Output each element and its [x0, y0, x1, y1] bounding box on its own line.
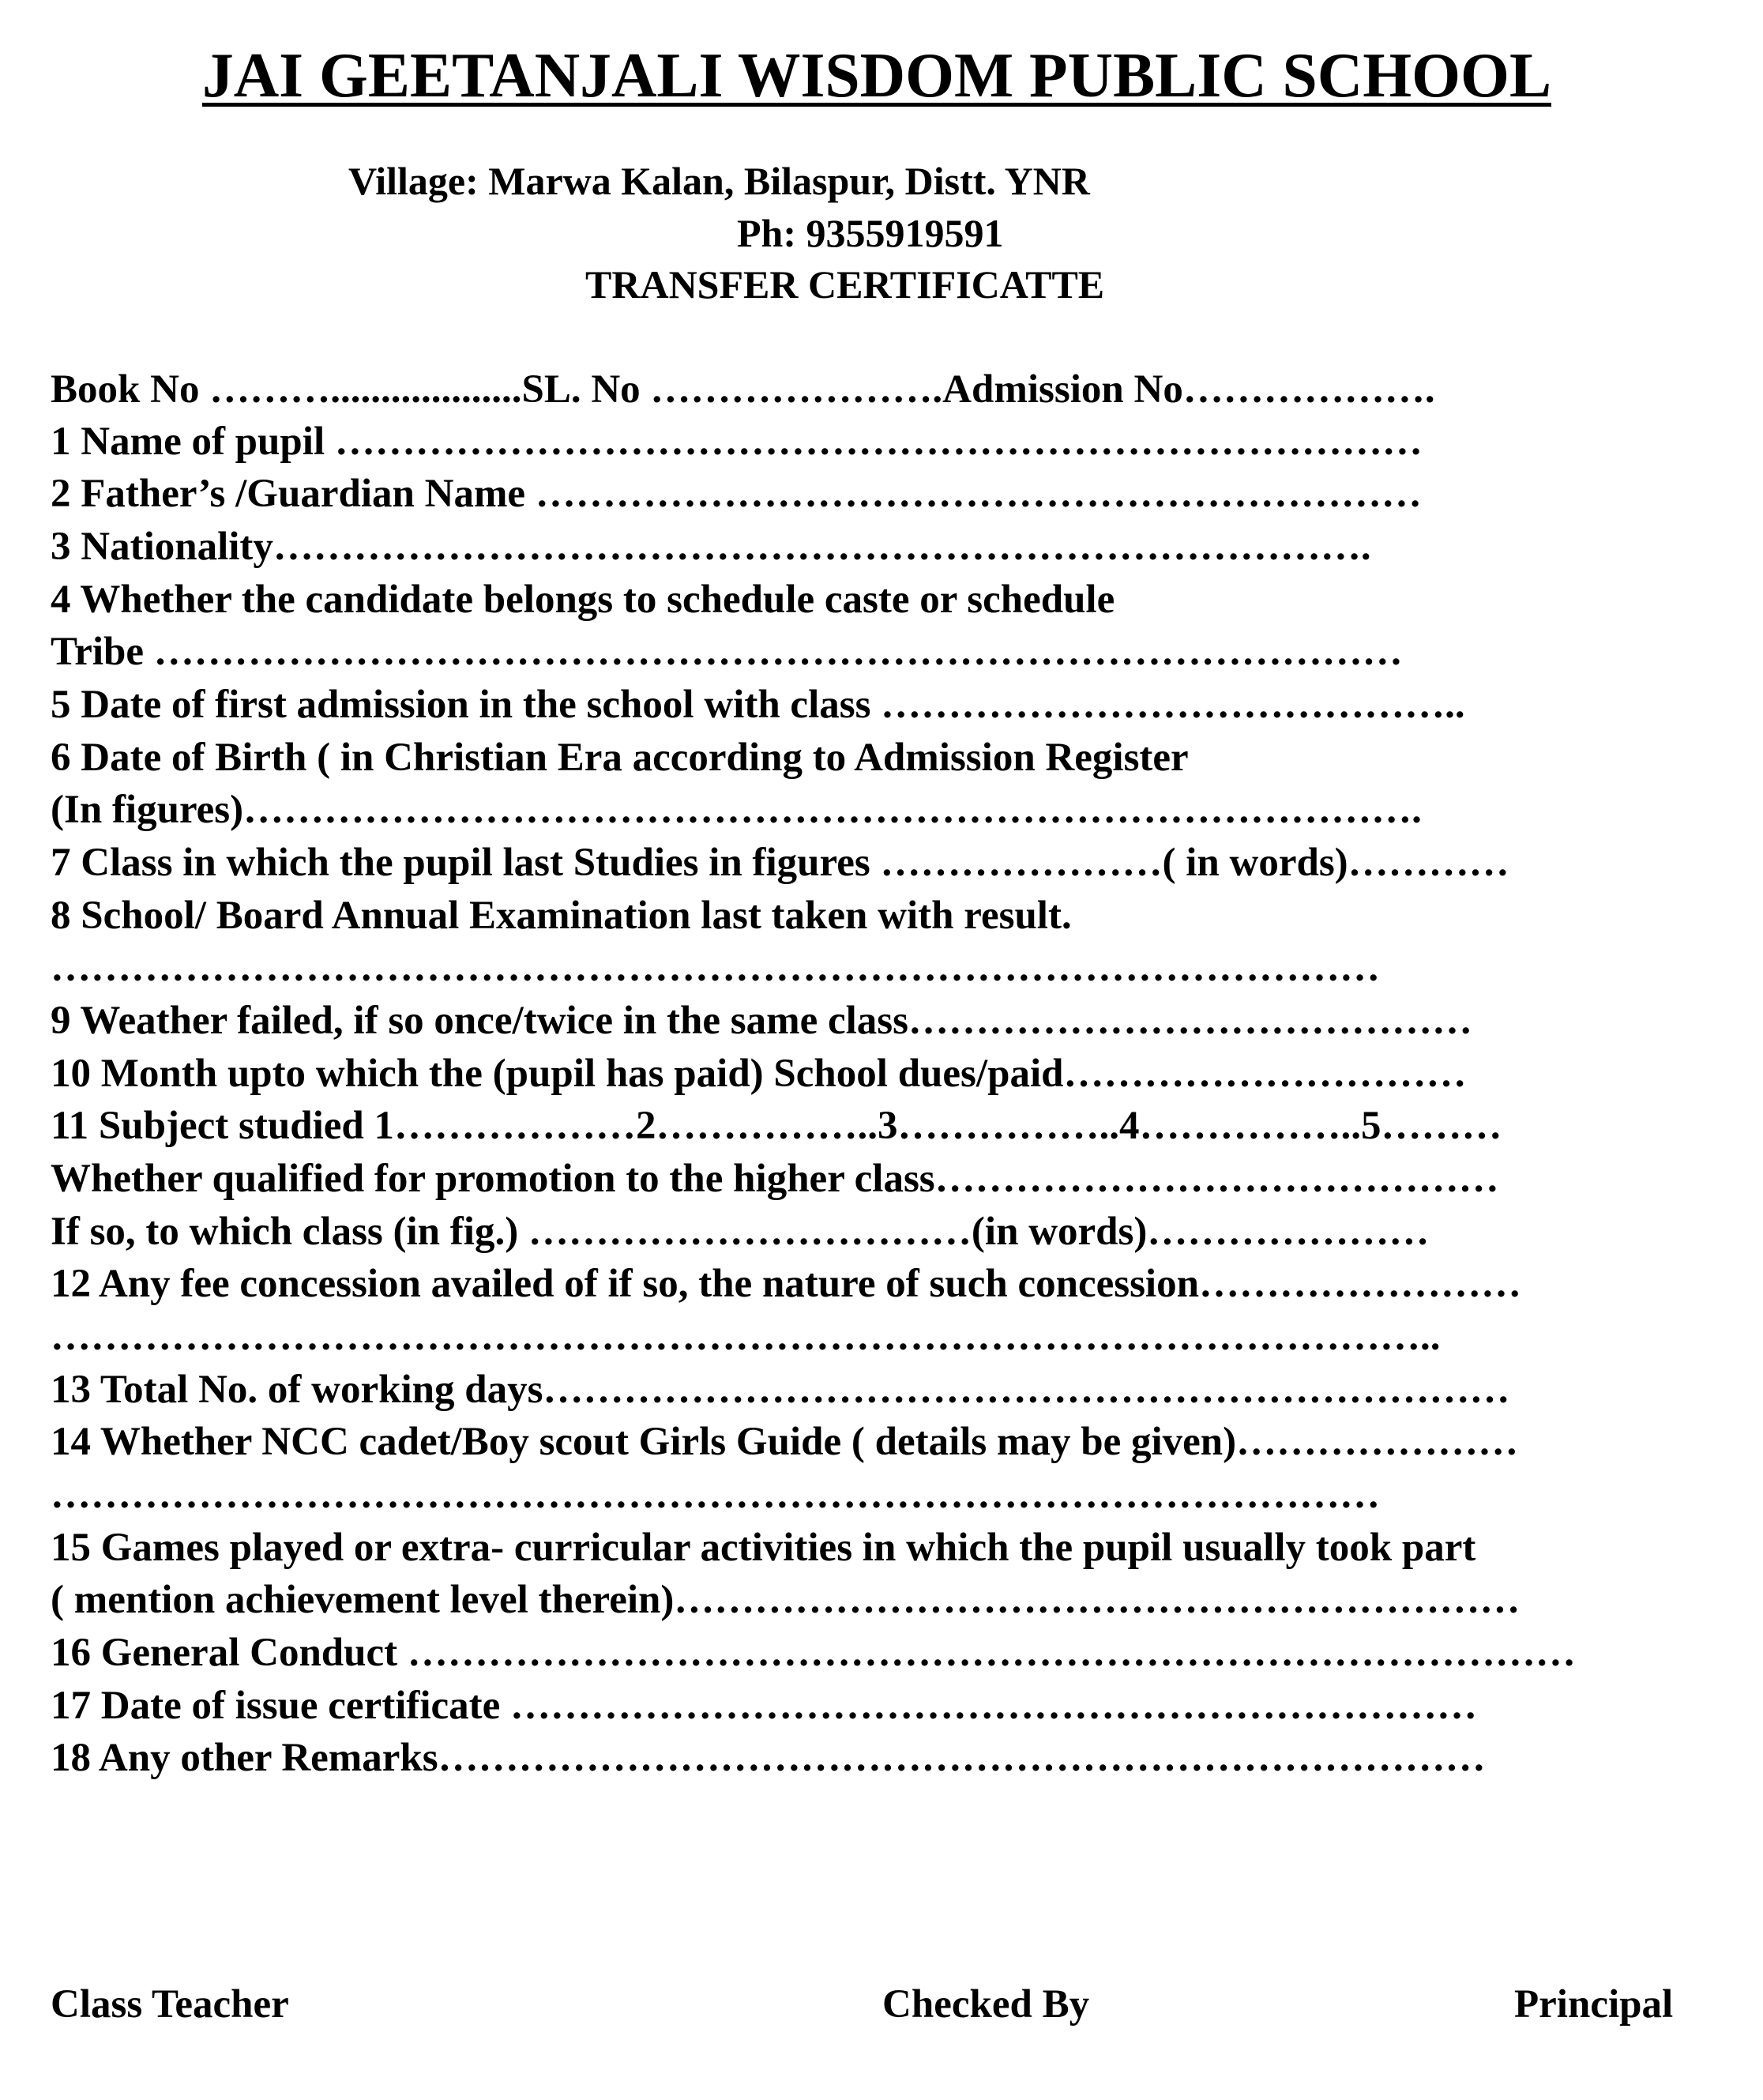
- fee-concession-line: 12 Any fee concession availed of if so, the nature of such concession……………………: [51, 1262, 1521, 1306]
- working-days-line: 13 Total No. of working days………………………………………………………………: [51, 1368, 1510, 1412]
- exam-result-blank-line: ………………………………………………………………………………………: [51, 946, 1380, 990]
- nationality-line: 3 Nationality……………………………………………………………………….: [51, 525, 1371, 569]
- ncc-cadet-line: 14 Whether NCC cadet/Boy scout Girls Guide ( details may be given)…………………: [51, 1420, 1519, 1464]
- failed-line: 9 Weather failed, if so once/twice in the same class……………………………………: [51, 999, 1472, 1043]
- first-admission-line: 5 Date of first admission in the school with class ……………………………………..: [51, 683, 1465, 727]
- fee-concession-blank-line: …………………………………………………………………………………………..: [51, 1315, 1441, 1359]
- certificate-title: TRANSFER CERTIFICATTE: [585, 262, 1105, 307]
- games-activities-line: 15 Games played or extra- curricular activities in which the pupil usually took part: [51, 1526, 1476, 1570]
- pupil-name-line: 1 Name of pupil ………………………………………………………………………: [51, 420, 1423, 464]
- date-of-birth-line: 6 Date of Birth ( in Christian Era according to Admission Register: [51, 736, 1189, 780]
- general-conduct-line: 16 General Conduct ……………………………………………………………………………: [51, 1631, 1576, 1675]
- subjects-studied-line: 11 Subject studied 1………………2……………..3……………..4……………..5………: [51, 1104, 1502, 1148]
- exam-result-line: 8 School/ Board Annual Examination last taken with result.: [51, 894, 1072, 938]
- school-name: JAI GEETANJALI WISDOM PUBLIC SCHOOL: [201, 41, 1552, 111]
- achievement-level-line: ( mention achievement level therein)………………………………………………………: [51, 1578, 1521, 1622]
- guardian-name-line: 2 Father’s /Guardian Name …………………………………………………………: [51, 472, 1422, 516]
- school-phone: Ph: 9355919591: [737, 211, 1004, 255]
- checked-by-signature: Checked By: [882, 1982, 1090, 2027]
- other-remarks-line: 18 Any other Remarks……………………………………………………………………: [51, 1736, 1486, 1780]
- principal-signature: Principal: [1514, 1982, 1674, 2027]
- promotion-class-line: If so, to which class (in fig.) ……………………………(in words)…………………: [51, 1210, 1430, 1254]
- promotion-line: Whether qualified for promotion to the higher class……………………………………: [51, 1157, 1499, 1201]
- dues-paid-line: 10 Month upto which the (pupil has paid) School dues/paid…………………………: [51, 1052, 1467, 1096]
- tribe-line: Tribe …………………………………………………………………………………: [51, 630, 1403, 674]
- dob-figures-line: (In figures)…………………………………………………………………………….: [51, 788, 1422, 832]
- class-teacher-signature: Class Teacher: [51, 1982, 289, 2027]
- issue-date-line: 17 Date of issue certificate ………………………………………………………………: [51, 1684, 1478, 1728]
- book-number-line: Book No ………...................SL. No ………………….Admission No……………….: [51, 367, 1435, 412]
- last-class-line: 7 Class in which the pupil last Studies in figures …………………( in words)…………: [51, 841, 1509, 885]
- ncc-cadet-blank-line: ………………………………………………………………………………………: [51, 1473, 1380, 1517]
- school-address: Village: Marwa Kalan, Bilaspur, Distt. YNR: [348, 159, 1090, 203]
- caste-question-line: 4 Whether the candidate belongs to schedule caste or schedule: [51, 578, 1115, 622]
